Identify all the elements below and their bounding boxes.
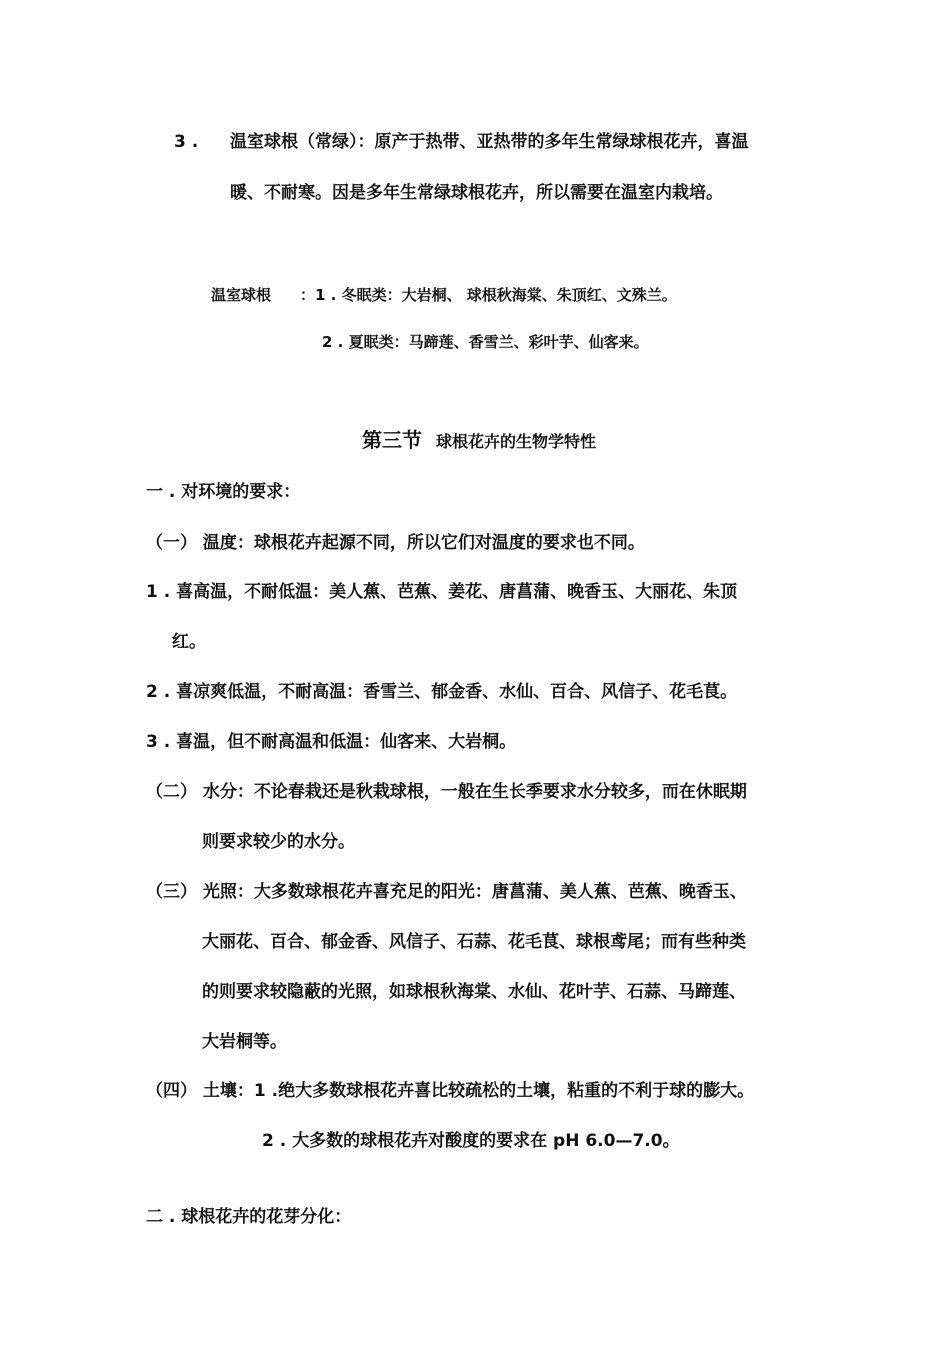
greenhouse-label: 温室球根	[211, 286, 272, 304]
water-line2: 则要求较少的水分。	[202, 832, 355, 852]
temperature-item-1-line1: 1 . 喜高温，不耐低温：美人蕉、芭蕉、姜花、唐菖蒲、晚香玉、大丽花、朱顶	[146, 582, 738, 602]
light-line3: 的则要求较隐蔽的光照，如球根秋海棠、水仙、花叶芋、石蒜、马蹄莲、	[202, 982, 746, 1002]
greenhouse-line1: ：1 . 冬眠类：大岩桐、 球根秋海棠、朱顶红、文殊兰。	[300, 286, 677, 304]
section-heading	[362, 428, 596, 454]
part2-heading: 二 . 球根花卉的花芽分化：	[146, 1207, 352, 1227]
temperature-item-2: 2 . 喜凉爽低温，不耐高温：香雪兰、郁金香、水仙、百合、风信子、花毛茛。	[146, 682, 738, 702]
light-line1: （三） 光照：大多数球根花卉喜充足的阳光：唐菖蒲、美人蕉、芭蕉、晚香玉、	[146, 882, 747, 902]
part1-heading: 一 . 对环境的要求：	[146, 482, 301, 502]
water-line1: （二） 水分：不论春栽还是秋栽球根，一般在生长季要求水分较多，而在休眠期	[146, 782, 747, 802]
item3-number: 3 .	[174, 132, 199, 152]
temperature-item-3: 3 . 喜温，但不耐高温和低温：仙客来、大岩桐。	[146, 732, 517, 752]
soil-line2: 2 . 大多数的球根花卉对酸度的要求在 pH 6.0—7.0。	[262, 1131, 680, 1151]
item3-line1: 温室球根（常绿）：原产于热带、亚热带的多年生常绿球根花卉，喜温	[230, 132, 749, 152]
item3-line2: 暖、不耐寒。因是多年生常绿球根花卉，所以需要在温室内栽培。	[230, 183, 723, 203]
light-line4: 大岩桐等。	[202, 1032, 287, 1052]
section-title: 第三节	[362, 428, 422, 452]
light-line2: 大丽花、百合、郁金香、风信子、石蒜、花毛茛、球根鸢尾；而有些种类	[202, 932, 746, 952]
greenhouse-line2: 2 . 夏眠类：马蹄莲、香雪兰、彩叶芋、仙客来。	[322, 333, 649, 351]
section-subtitle: 球根花卉的生物学特性	[436, 432, 597, 451]
temperature-heading: （一） 温度：球根花卉起源不同，所以它们对温度的要求也不同。	[146, 533, 645, 553]
soil-line1: （四） 土壤：1 .绝大多数球根花卉喜比较疏松的土壤，粘重的不利于球的膨大。	[146, 1081, 755, 1101]
temperature-item-1-line2: 红。	[172, 632, 206, 652]
